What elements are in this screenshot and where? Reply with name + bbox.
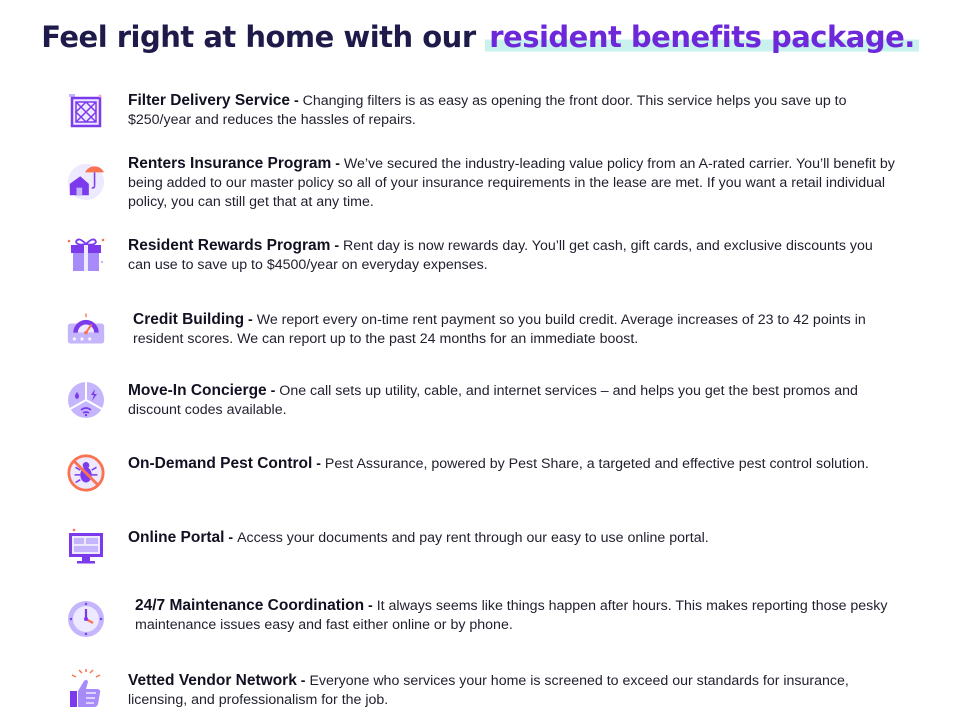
- svg-text:★ ★ ★: ★ ★ ★: [71, 335, 93, 343]
- benefit-pest-control: [66, 453, 896, 493]
- no-bug-icon: [66, 453, 106, 493]
- benefit-maintenance: [66, 595, 896, 639]
- benefit-text: Renters Insurance Program - We’ve secured the industry-leading value policy from an A-rated carrier. You’ll benefit by being added to our master policy so all of your insurance requirements in the lease are met. If you want a retail individual policy, you can still get that at any time.: [128, 155, 895, 210]
- utilities-icon: [66, 380, 106, 420]
- benefit-title: Move-In Concierge: [128, 382, 267, 399]
- benefit-title: Resident Rewards Program: [128, 237, 331, 254]
- benefit-description: Rent day is now rewards day. You’ll get cash, gift cards, and exclusive discounts you can use to save up to $4500/year on everyday expenses.: [128, 238, 873, 273]
- benefit-title: Credit Building: [133, 311, 245, 328]
- headline-prefix: Feel right at home with our: [41, 20, 486, 54]
- benefit-title: Renters Insurance Program: [128, 155, 332, 172]
- benefit-text: Vetted Vendor Network - Everyone who services your home is screened to exceed our standards for insurance, licensing, and professionalism for the job.: [128, 672, 849, 708]
- benefit-description: It always seems like things happen after hours. This makes reporting those pesky maintenance issues easy and fast either online or by phone.: [135, 598, 888, 633]
- benefit-text: 24/7 Maintenance Coordination - It always seems like things happen after hours. This makes reporting those pesky maintenance issues easy and fast either online or by phone.: [135, 597, 888, 633]
- benefit-text: On-Demand Pest Control - Pest Assurance, powered by Pest Share, a targeted and effective pest control solution.: [128, 455, 869, 472]
- benefit-move-in-concierge: [66, 380, 896, 420]
- monitor-icon: [66, 527, 106, 567]
- gift-icon: [66, 235, 106, 275]
- benefit-description: One call sets up utility, cable, and internet services – and helps you get the best promos and discount codes available.: [128, 383, 858, 418]
- benefit-title: Vetted Vendor Network: [128, 672, 297, 689]
- benefit-text: Resident Rewards Program - Rent day is now rewards day. You’ll get cash, gift cards, and exclusive discounts you can use to save up to $4500/year on everyday expenses.: [128, 237, 873, 273]
- benefit-description: Changing filters is as easy as opening the front door. This service helps you save up to $250/year and reduces the hassles of repairs.: [128, 93, 847, 128]
- thumbs-up-icon: [66, 670, 106, 710]
- benefit-text: Filter Delivery Service - Changing filters is as easy as opening the front door. This service helps you save up to $250/year and reduces the hassles of repairs.: [128, 92, 847, 128]
- benefit-description: Access your documents and pay rent through our easy to use online portal.: [237, 530, 709, 546]
- benefit-text: Online Portal - Access your documents and pay rent through our easy to use online portal.: [128, 529, 709, 546]
- benefit-online-portal: [66, 527, 896, 567]
- benefit-resident-rewards: [66, 235, 896, 275]
- headline-highlight: resident benefits package.: [485, 20, 919, 54]
- benefit-description: We’ve secured the industry-leading value policy from an A-rated carrier. You’ll benefit by being added to our master policy so all of your insurance requirements in the lease are met. If you want a retail individual policy, you can still get that at any time.: [128, 156, 895, 210]
- page-headline: [0, 20, 960, 54]
- filter-icon: [66, 90, 106, 130]
- credit-gauge-icon: [66, 309, 106, 349]
- clock-icon: [66, 599, 106, 639]
- benefit-renters-insurance: [66, 153, 896, 212]
- benefit-title: 24/7 Maintenance Coordination: [135, 597, 365, 614]
- benefit-description: Pest Assurance, powered by Pest Share, a targeted and effective pest control solution.: [324, 456, 869, 472]
- benefit-credit-building: [66, 309, 896, 349]
- benefit-title: On-Demand Pest Control: [128, 455, 313, 472]
- benefit-text: Credit Building - We report every on-time rent payment so you build credit. Average increases of 23 to 42 points in resident scores. We can report up to the past 24 months for an immediate boost.: [133, 311, 866, 347]
- benefit-title: Filter Delivery Service: [128, 92, 290, 109]
- umbrella-house-icon: [66, 161, 106, 201]
- benefit-filter-delivery: [66, 90, 896, 130]
- benefit-text: Move-In Concierge - One call sets up utility, cable, and internet services – and helps you get the best promos and discount codes available.: [128, 382, 858, 418]
- benefit-description: Everyone who services your home is screened to exceed our standards for insurance, licensing, and professionalism for the job.: [128, 673, 849, 708]
- benefit-vetted-vendor: [66, 670, 896, 710]
- benefit-description: We report every on-time rent payment so you build credit. Average increases of 23 to 42 points in resident scores. We can report up to the past 24 months for an immediate boost.: [133, 312, 866, 347]
- benefit-title: Online Portal: [128, 529, 225, 546]
